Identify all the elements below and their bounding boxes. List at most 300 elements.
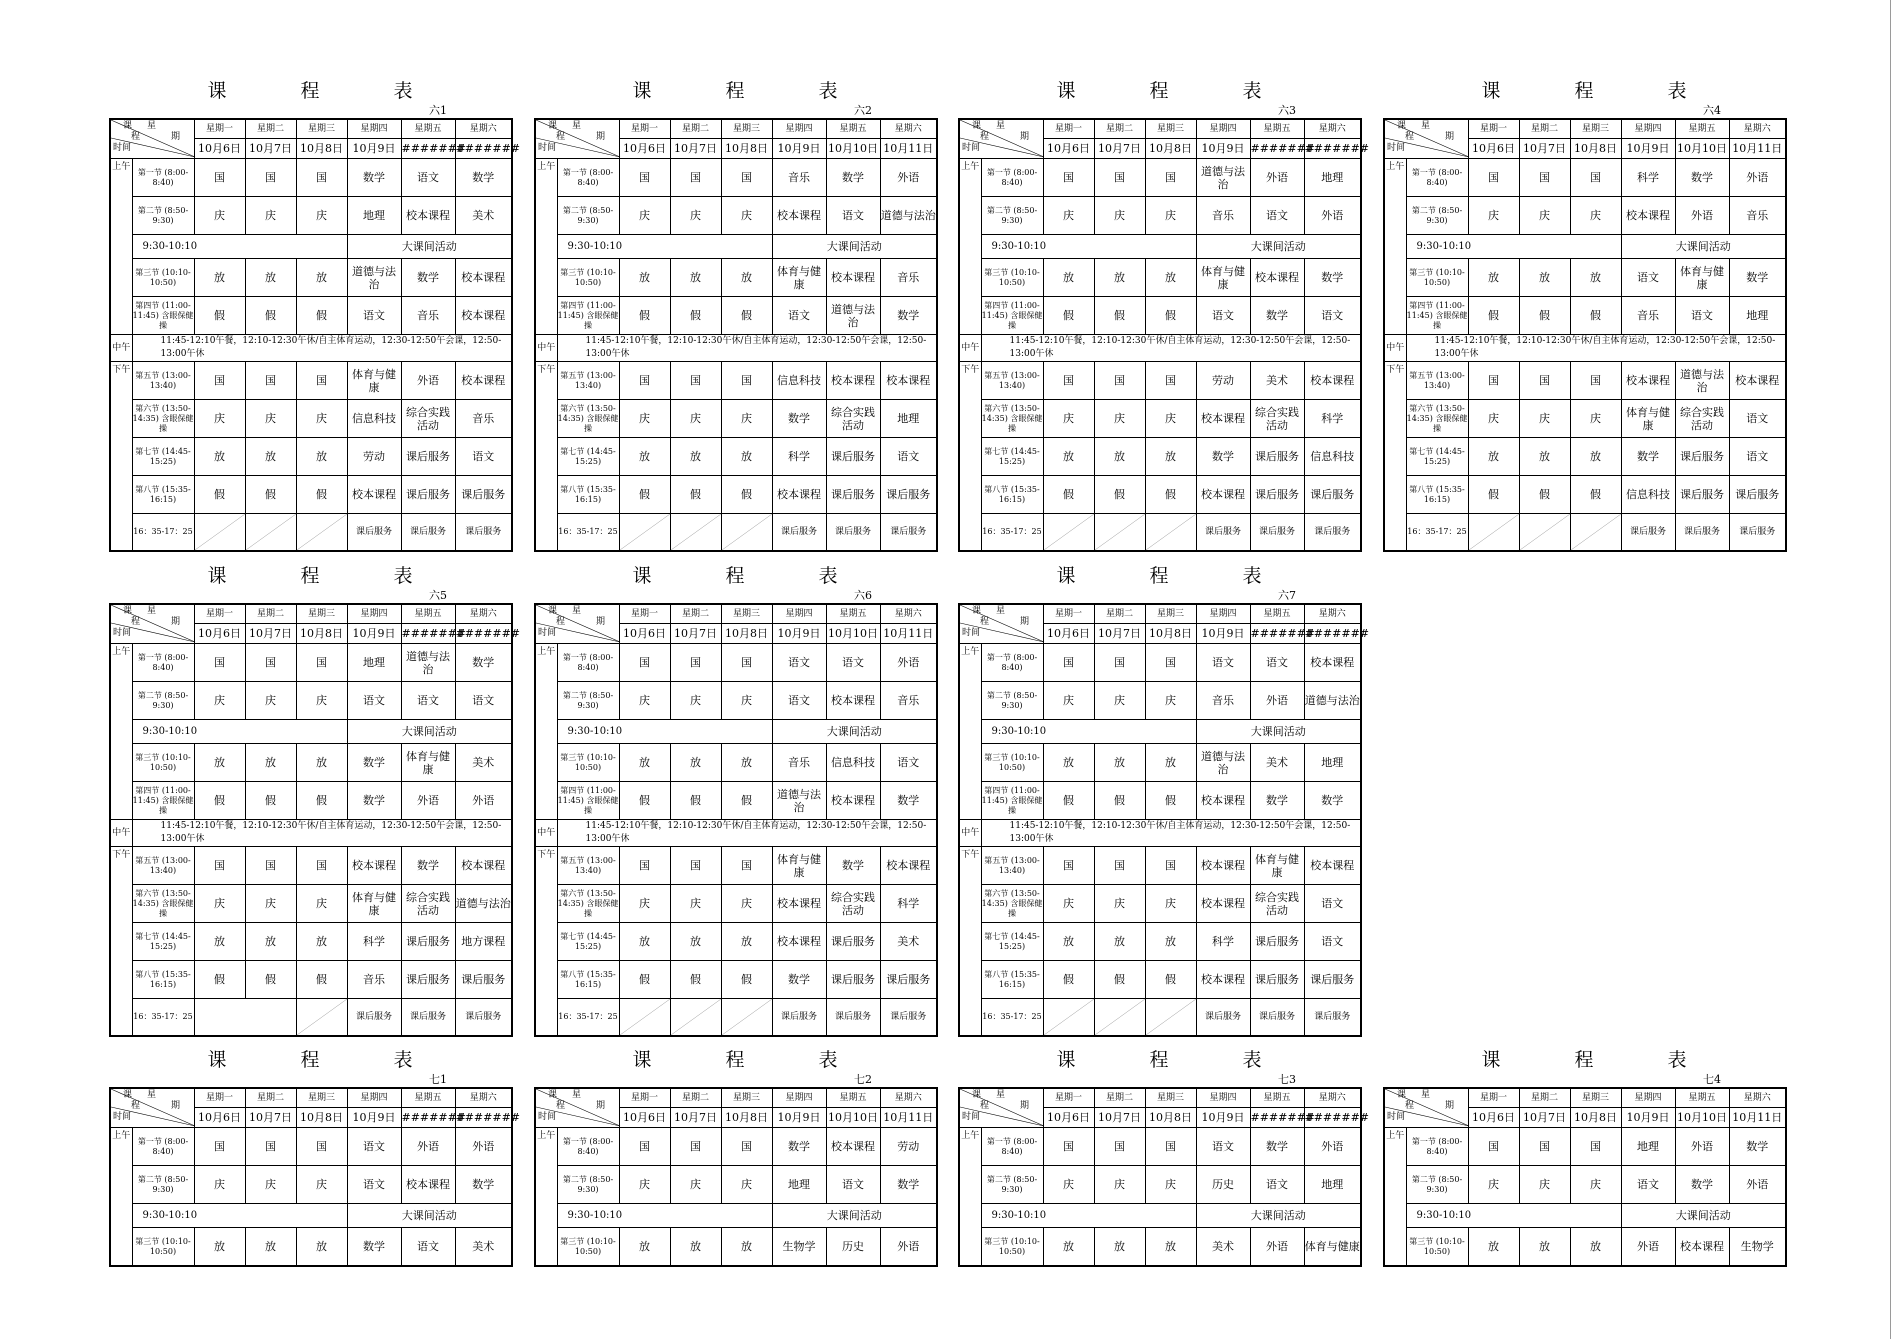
subject-cell: 美术 xyxy=(1196,1228,1250,1267)
holiday-cell: 国 xyxy=(1094,362,1145,400)
period-label: 第七节 (14:45-15:25) xyxy=(1406,438,1468,476)
subject-cell: 体育与健康 xyxy=(1304,1228,1361,1267)
weekday-header: 星期三 xyxy=(296,119,347,139)
subject-cell: 外语 xyxy=(880,159,937,197)
subject-cell: 体育与健康 xyxy=(401,744,455,782)
corner-header xyxy=(959,604,1043,644)
am-label: 上午 xyxy=(110,644,132,820)
break-activity: 大课间活动 xyxy=(1196,720,1361,744)
holiday-cell: 庆 xyxy=(194,682,245,720)
period-label: 第六节 (13:50-14:35) 含眼保健操 xyxy=(132,400,194,438)
weekday-header: 星期六 xyxy=(880,604,937,624)
period-label: 第七节 (14:45-15:25) xyxy=(981,923,1043,961)
subject-cell: 外语 xyxy=(455,1128,512,1166)
corner-time-label: 时间 xyxy=(1387,143,1406,153)
holiday-cell: 国 xyxy=(1145,644,1196,682)
holiday-cell: 假 xyxy=(1043,782,1094,820)
period-label: 第一节 (8:00-8:40) xyxy=(981,159,1043,197)
holiday-cell: 放 xyxy=(670,1228,721,1267)
weekday-header: 星期一 xyxy=(194,1088,245,1108)
corner-header xyxy=(535,604,619,644)
am-label: 上午 xyxy=(959,644,981,820)
weekday-header: 星期三 xyxy=(1145,119,1196,139)
holiday-cell: 国 xyxy=(670,362,721,400)
after-school-service: 课后服务 xyxy=(1304,514,1361,552)
subject-cell: 数学 xyxy=(1250,297,1304,335)
break-activity: 大课间活动 xyxy=(772,235,937,259)
subject-cell: 地理 xyxy=(347,197,401,235)
subject-cell: 科学 xyxy=(880,885,937,923)
class-name: 六4 xyxy=(1703,104,1721,117)
evening-time: 16：35-17：25 xyxy=(557,999,619,1037)
holiday-cell: 假 xyxy=(1043,961,1094,999)
subject-cell: 道德与法治 xyxy=(455,885,512,923)
weekday-header: 星期五 xyxy=(1250,119,1304,139)
subject-cell: 外语 xyxy=(401,362,455,400)
subject-cell: 信息科技 xyxy=(1621,476,1675,514)
holiday-cell: 放 xyxy=(1094,923,1145,961)
timetable xyxy=(534,603,938,1037)
corner-time-label: 时间 xyxy=(113,628,132,638)
period-label: 第七节 (14:45-15:25) xyxy=(132,438,194,476)
date-header: ####### xyxy=(455,624,512,644)
diagonal-cell xyxy=(1519,514,1570,552)
subject-cell: 语文 xyxy=(772,297,826,335)
diagonal-cell xyxy=(296,514,347,552)
weekday-header: 星期二 xyxy=(670,1088,721,1108)
holiday-cell: 国 xyxy=(1145,1128,1196,1166)
schedule-card xyxy=(534,1047,936,1267)
holiday-cell: 庆 xyxy=(670,197,721,235)
holiday-cell: 假 xyxy=(1043,476,1094,514)
subject-cell: 校本课程 xyxy=(347,847,401,885)
period-label: 第四节 (11:00-11:45) 含眼保健操 xyxy=(981,297,1043,335)
period-label: 第四节 (11:00-11:45) 含眼保健操 xyxy=(132,782,194,820)
evening-time: 16：35-17：25 xyxy=(132,514,194,552)
holiday-cell: 放 xyxy=(721,438,772,476)
holiday-cell: 庆 xyxy=(1145,1166,1196,1204)
corner-header xyxy=(959,1088,1043,1128)
holiday-cell: 放 xyxy=(194,259,245,297)
holiday-cell: 国 xyxy=(619,362,670,400)
break-time: 9:30-10:10 xyxy=(981,720,1196,744)
holiday-cell: 假 xyxy=(1145,961,1196,999)
after-school-service: 课后服务 xyxy=(1196,999,1250,1037)
holiday-cell: 庆 xyxy=(721,885,772,923)
subject-cell: 数学 xyxy=(880,297,937,335)
schedule-card xyxy=(958,78,1370,552)
subject-cell: 校本课程 xyxy=(772,197,826,235)
weekday-header: 星期二 xyxy=(1094,1088,1145,1108)
corner-course-label: 课 xyxy=(123,121,133,131)
weekday-header: 星期五 xyxy=(1250,604,1304,624)
holiday-cell: 国 xyxy=(1570,362,1621,400)
holiday-cell: 放 xyxy=(1468,1228,1519,1267)
date-header: 10月6日 xyxy=(1468,139,1519,159)
period-label: 第三节 (10:10-10:50) xyxy=(132,1228,194,1267)
corner-header xyxy=(1384,1088,1468,1128)
subject-cell: 校本课程 xyxy=(455,259,512,297)
holiday-cell: 国 xyxy=(1094,159,1145,197)
subject-cell: 生物学 xyxy=(1729,1228,1786,1267)
subject-cell: 地理 xyxy=(1304,159,1361,197)
corner-time-label: 时间 xyxy=(962,1112,981,1122)
subject-cell: 数学 xyxy=(1196,438,1250,476)
holiday-cell: 假 xyxy=(1145,297,1196,335)
date-header: 10月8日 xyxy=(296,1108,347,1128)
subject-cell: 课后服务 xyxy=(826,476,880,514)
subject-cell: 语文 xyxy=(1675,297,1729,335)
date-header: 10月6日 xyxy=(1043,624,1094,644)
holiday-cell: 放 xyxy=(1145,923,1196,961)
subject-cell: 音乐 xyxy=(1196,197,1250,235)
weekday-header: 星期四 xyxy=(772,1088,826,1108)
holiday-cell: 国 xyxy=(194,644,245,682)
period-label: 第一节 (8:00-8:40) xyxy=(981,1128,1043,1166)
subject-cell: 校本课程 xyxy=(401,1166,455,1204)
subject-cell: 数学 xyxy=(1729,1128,1786,1166)
date-header: 10月6日 xyxy=(619,624,670,644)
corner-week-label: 星 xyxy=(147,1090,157,1100)
subject-cell: 语文 xyxy=(1250,197,1304,235)
weekday-header: 星期三 xyxy=(721,1088,772,1108)
subject-cell: 校本课程 xyxy=(772,923,826,961)
holiday-cell: 国 xyxy=(296,1128,347,1166)
subject-cell: 科学 xyxy=(1621,159,1675,197)
holiday-cell: 放 xyxy=(194,438,245,476)
holiday-cell: 放 xyxy=(296,438,347,476)
period-label: 第八节 (15:35-16:15) xyxy=(981,476,1043,514)
subject-cell: 美术 xyxy=(1250,362,1304,400)
period-label: 第七节 (14:45-15:25) xyxy=(557,438,619,476)
holiday-cell: 国 xyxy=(194,362,245,400)
date-header: 10月6日 xyxy=(194,624,245,644)
period-label: 第二节 (8:50-9:30) xyxy=(132,1166,194,1204)
evening-time: 16：35-17：25 xyxy=(1406,514,1468,552)
subject-cell: 校本课程 xyxy=(1196,782,1250,820)
class-name: 七1 xyxy=(429,1073,447,1086)
subject-cell: 地理 xyxy=(1304,744,1361,782)
holiday-cell: 国 xyxy=(296,159,347,197)
subject-cell: 外语 xyxy=(1621,1228,1675,1267)
holiday-cell: 庆 xyxy=(1094,1166,1145,1204)
holiday-cell: 放 xyxy=(1145,1228,1196,1267)
subject-cell: 数学 xyxy=(826,159,880,197)
diagonal-cell xyxy=(245,514,296,552)
pm-label: 下午 xyxy=(110,362,132,552)
holiday-cell: 假 xyxy=(1145,476,1196,514)
holiday-cell: 庆 xyxy=(670,885,721,923)
weekday-header: 星期一 xyxy=(194,604,245,624)
holiday-cell: 放 xyxy=(296,259,347,297)
subject-cell: 语文 xyxy=(826,644,880,682)
holiday-cell: 庆 xyxy=(1519,400,1570,438)
holiday-cell: 放 xyxy=(1570,259,1621,297)
holiday-cell: 放 xyxy=(1145,259,1196,297)
noon-label: 中午 xyxy=(535,335,557,362)
holiday-cell: 庆 xyxy=(1570,400,1621,438)
schedule-card xyxy=(109,563,521,1037)
holiday-cell: 假 xyxy=(619,476,670,514)
holiday-cell: 放 xyxy=(721,923,772,961)
subject-cell: 课后服务 xyxy=(401,438,455,476)
subject-cell: 课后服务 xyxy=(401,923,455,961)
schedule-title: 课 程 表 xyxy=(207,565,447,587)
subject-cell: 校本课程 xyxy=(455,847,512,885)
subject-cell: 课后服务 xyxy=(1250,476,1304,514)
subject-cell: 语文 xyxy=(455,438,512,476)
holiday-cell: 国 xyxy=(619,847,670,885)
subject-cell: 外语 xyxy=(455,782,512,820)
subject-cell: 体育与健康 xyxy=(1675,259,1729,297)
weekday-header: 星期三 xyxy=(296,1088,347,1108)
subject-cell: 语文 xyxy=(880,438,937,476)
weekday-header: 星期一 xyxy=(1043,1088,1094,1108)
schedule-card xyxy=(1383,78,1785,552)
subject-cell: 音乐 xyxy=(880,259,937,297)
holiday-cell: 国 xyxy=(1043,159,1094,197)
break-time: 9:30-10:10 xyxy=(981,235,1196,259)
holiday-cell: 假 xyxy=(1468,476,1519,514)
corner-course-label-2: 程 xyxy=(1405,1101,1415,1111)
corner-week-label-2: 期 xyxy=(171,617,181,627)
holiday-cell: 放 xyxy=(1519,259,1570,297)
break-activity: 大课间活动 xyxy=(347,235,512,259)
subject-cell: 体育与健康 xyxy=(772,847,826,885)
schedule-card xyxy=(958,1047,1370,1267)
schedule-card xyxy=(534,563,936,1037)
subject-cell: 数学 xyxy=(1675,159,1729,197)
subject-cell: 体育与健康 xyxy=(1196,259,1250,297)
subject-cell: 语文 xyxy=(347,682,401,720)
corner-week-label: 星 xyxy=(996,1090,1006,1100)
weekday-header: 星期三 xyxy=(721,604,772,624)
date-header: ####### xyxy=(1250,1108,1304,1128)
after-school-service: 课后服务 xyxy=(347,514,401,552)
subject-cell: 音乐 xyxy=(455,400,512,438)
corner-course-label: 课 xyxy=(972,121,982,131)
subject-cell: 校本课程 xyxy=(772,476,826,514)
subject-cell: 道德与法治 xyxy=(347,259,401,297)
subject-cell: 信息科技 xyxy=(772,362,826,400)
holiday-cell: 国 xyxy=(670,644,721,682)
schedule-card xyxy=(109,1047,521,1267)
holiday-cell: 假 xyxy=(1570,297,1621,335)
noon-label: 中午 xyxy=(110,335,132,362)
timetable xyxy=(958,603,1370,1037)
period-label: 第六节 (13:50-14:35) 含眼保健操 xyxy=(981,885,1043,923)
corner-header xyxy=(110,119,194,159)
subject-cell: 课后服务 xyxy=(1250,438,1304,476)
noon-schedule: 11:45-12:10午餐，12:10-12:30午休/自主体育运动，12:30-12:50午会课，12:50-13:00午休 xyxy=(1406,335,1786,362)
period-label: 第五节 (13:00-13:40) xyxy=(981,362,1043,400)
subject-cell: 科学 xyxy=(1304,400,1361,438)
holiday-cell: 放 xyxy=(1043,259,1094,297)
noon-schedule: 11:45-12:10午餐，12:10-12:30午休/自主体育运动，12:30-12:50午会课，12:50-13:00午休 xyxy=(132,820,512,847)
subject-cell: 外语 xyxy=(401,782,455,820)
subject-cell: 道德与法治 xyxy=(880,197,937,235)
subject-cell: 综合实践活动 xyxy=(1675,400,1729,438)
break-activity: 大课间活动 xyxy=(1621,235,1786,259)
period-label: 第二节 (8:50-9:30) xyxy=(557,682,619,720)
holiday-cell: 放 xyxy=(245,1228,296,1267)
weekday-header: 星期四 xyxy=(1196,119,1250,139)
date-header: ####### xyxy=(401,1108,455,1128)
after-school-service: 课后服务 xyxy=(1621,514,1675,552)
holiday-cell: 庆 xyxy=(1145,682,1196,720)
subject-cell: 校本课程 xyxy=(1304,847,1361,885)
date-header: 10月11日 xyxy=(880,139,937,159)
holiday-cell: 假 xyxy=(670,297,721,335)
holiday-cell: 庆 xyxy=(296,682,347,720)
corner-week-label: 星 xyxy=(572,1090,582,1100)
holiday-cell: 庆 xyxy=(721,400,772,438)
holiday-cell: 假 xyxy=(296,961,347,999)
corner-time-label: 时间 xyxy=(113,143,132,153)
holiday-cell: 庆 xyxy=(1145,197,1196,235)
date-header: 10月9日 xyxy=(1196,624,1250,644)
period-label: 第八节 (15:35-16:15) xyxy=(1406,476,1468,514)
corner-course-label: 课 xyxy=(123,606,133,616)
class-name: 六2 xyxy=(854,104,872,117)
subject-cell: 地理 xyxy=(1304,1166,1361,1204)
period-label: 第三节 (10:10-10:50) xyxy=(981,1228,1043,1267)
holiday-cell: 假 xyxy=(1094,782,1145,820)
date-header: 10月9日 xyxy=(1621,1108,1675,1128)
subject-cell: 数学 xyxy=(455,159,512,197)
holiday-cell: 庆 xyxy=(245,197,296,235)
holiday-cell: 放 xyxy=(619,923,670,961)
diagonal-cell xyxy=(1043,999,1094,1037)
subject-cell: 语文 xyxy=(455,682,512,720)
class-name: 七4 xyxy=(1703,1073,1721,1086)
holiday-cell: 国 xyxy=(1043,644,1094,682)
holiday-cell: 假 xyxy=(245,961,296,999)
noon-schedule: 11:45-12:10午餐，12:10-12:30午休/自主体育运动，12:30-12:50午会课，12:50-13:00午休 xyxy=(981,335,1361,362)
subject-cell: 课后服务 xyxy=(1304,961,1361,999)
schedule-title: 课 程 表 xyxy=(1481,80,1721,102)
subject-cell: 校本课程 xyxy=(826,259,880,297)
subject-cell: 信息科技 xyxy=(1304,438,1361,476)
holiday-cell: 庆 xyxy=(619,197,670,235)
date-header: 10月10日 xyxy=(1675,1108,1729,1128)
holiday-cell: 国 xyxy=(1043,362,1094,400)
evening-time: 16：35-17：25 xyxy=(557,514,619,552)
holiday-cell: 国 xyxy=(1043,847,1094,885)
break-time: 9:30-10:10 xyxy=(1406,235,1621,259)
pm-label: 下午 xyxy=(110,847,132,1037)
am-label: 上午 xyxy=(110,1128,132,1267)
corner-week-label-2: 期 xyxy=(1020,1101,1030,1111)
subject-cell: 道德与法治 xyxy=(772,782,826,820)
weekday-header: 星期三 xyxy=(1570,119,1621,139)
period-label: 第三节 (10:10-10:50) xyxy=(132,744,194,782)
corner-time-label: 时间 xyxy=(538,1112,557,1122)
holiday-cell: 庆 xyxy=(721,682,772,720)
holiday-cell: 假 xyxy=(721,476,772,514)
subject-cell: 外语 xyxy=(1304,197,1361,235)
holiday-cell: 假 xyxy=(1094,297,1145,335)
holiday-cell: 庆 xyxy=(1094,400,1145,438)
subject-cell: 校本课程 xyxy=(1196,961,1250,999)
holiday-cell: 国 xyxy=(619,159,670,197)
weekday-header: 星期一 xyxy=(1468,119,1519,139)
period-label: 第二节 (8:50-9:30) xyxy=(132,682,194,720)
subject-cell: 课后服务 xyxy=(1304,476,1361,514)
holiday-cell: 庆 xyxy=(619,885,670,923)
date-header: 10月8日 xyxy=(296,624,347,644)
subject-cell: 语文 xyxy=(1729,438,1786,476)
date-header: ####### xyxy=(1250,139,1304,159)
subject-cell: 数学 xyxy=(347,782,401,820)
weekday-header: 星期六 xyxy=(455,1088,512,1108)
holiday-cell: 国 xyxy=(721,362,772,400)
holiday-cell: 庆 xyxy=(194,1166,245,1204)
subject-cell: 校本课程 xyxy=(1196,847,1250,885)
holiday-cell: 放 xyxy=(670,259,721,297)
period-label: 第八节 (15:35-16:15) xyxy=(557,961,619,999)
period-label: 第七节 (14:45-15:25) xyxy=(557,923,619,961)
period-label: 第一节 (8:00-8:40) xyxy=(132,1128,194,1166)
holiday-cell: 假 xyxy=(721,961,772,999)
subject-cell: 劳动 xyxy=(347,438,401,476)
holiday-cell: 假 xyxy=(1094,476,1145,514)
corner-week-label: 星 xyxy=(996,121,1006,131)
subject-cell: 外语 xyxy=(1250,682,1304,720)
subject-cell: 课后服务 xyxy=(1729,476,1786,514)
date-header: ####### xyxy=(401,624,455,644)
subject-cell: 课后服务 xyxy=(1675,438,1729,476)
period-label: 第一节 (8:00-8:40) xyxy=(557,644,619,682)
holiday-cell: 放 xyxy=(1094,438,1145,476)
corner-course-label: 课 xyxy=(972,1090,982,1100)
holiday-cell: 国 xyxy=(296,362,347,400)
holiday-cell: 放 xyxy=(619,744,670,782)
weekday-header: 星期六 xyxy=(1304,119,1361,139)
corner-course-label: 课 xyxy=(548,1090,558,1100)
holiday-cell: 庆 xyxy=(1468,197,1519,235)
period-label: 第二节 (8:50-9:30) xyxy=(981,197,1043,235)
date-header: 10月8日 xyxy=(721,139,772,159)
diagonal-cell xyxy=(619,514,670,552)
holiday-cell: 放 xyxy=(1094,1228,1145,1267)
holiday-cell: 庆 xyxy=(1145,885,1196,923)
holiday-cell: 国 xyxy=(721,644,772,682)
subject-cell: 音乐 xyxy=(401,297,455,335)
break-activity: 大课间活动 xyxy=(772,1204,937,1228)
date-header: 10月7日 xyxy=(1094,139,1145,159)
holiday-cell: 国 xyxy=(1094,847,1145,885)
timetable xyxy=(534,118,938,552)
period-label: 第八节 (15:35-16:15) xyxy=(981,961,1043,999)
timetable xyxy=(958,1087,1370,1267)
after-school-service: 课后服务 xyxy=(455,514,512,552)
subject-cell: 数学 xyxy=(1304,782,1361,820)
corner-header xyxy=(959,119,1043,159)
corner-header xyxy=(110,604,194,644)
subject-cell: 语文 xyxy=(347,297,401,335)
weekday-header: 星期四 xyxy=(1621,119,1675,139)
weekday-header: 星期二 xyxy=(245,119,296,139)
period-label: 第六节 (13:50-14:35) 含眼保健操 xyxy=(1406,400,1468,438)
period-label: 第四节 (11:00-11:45) 含眼保健操 xyxy=(1406,297,1468,335)
schedule-title: 课 程 表 xyxy=(1056,80,1296,102)
subject-cell: 语文 xyxy=(1304,885,1361,923)
period-label: 第二节 (8:50-9:30) xyxy=(1406,197,1468,235)
weekday-header: 星期五 xyxy=(1675,119,1729,139)
date-header: 10月9日 xyxy=(347,624,401,644)
holiday-cell: 国 xyxy=(1519,159,1570,197)
